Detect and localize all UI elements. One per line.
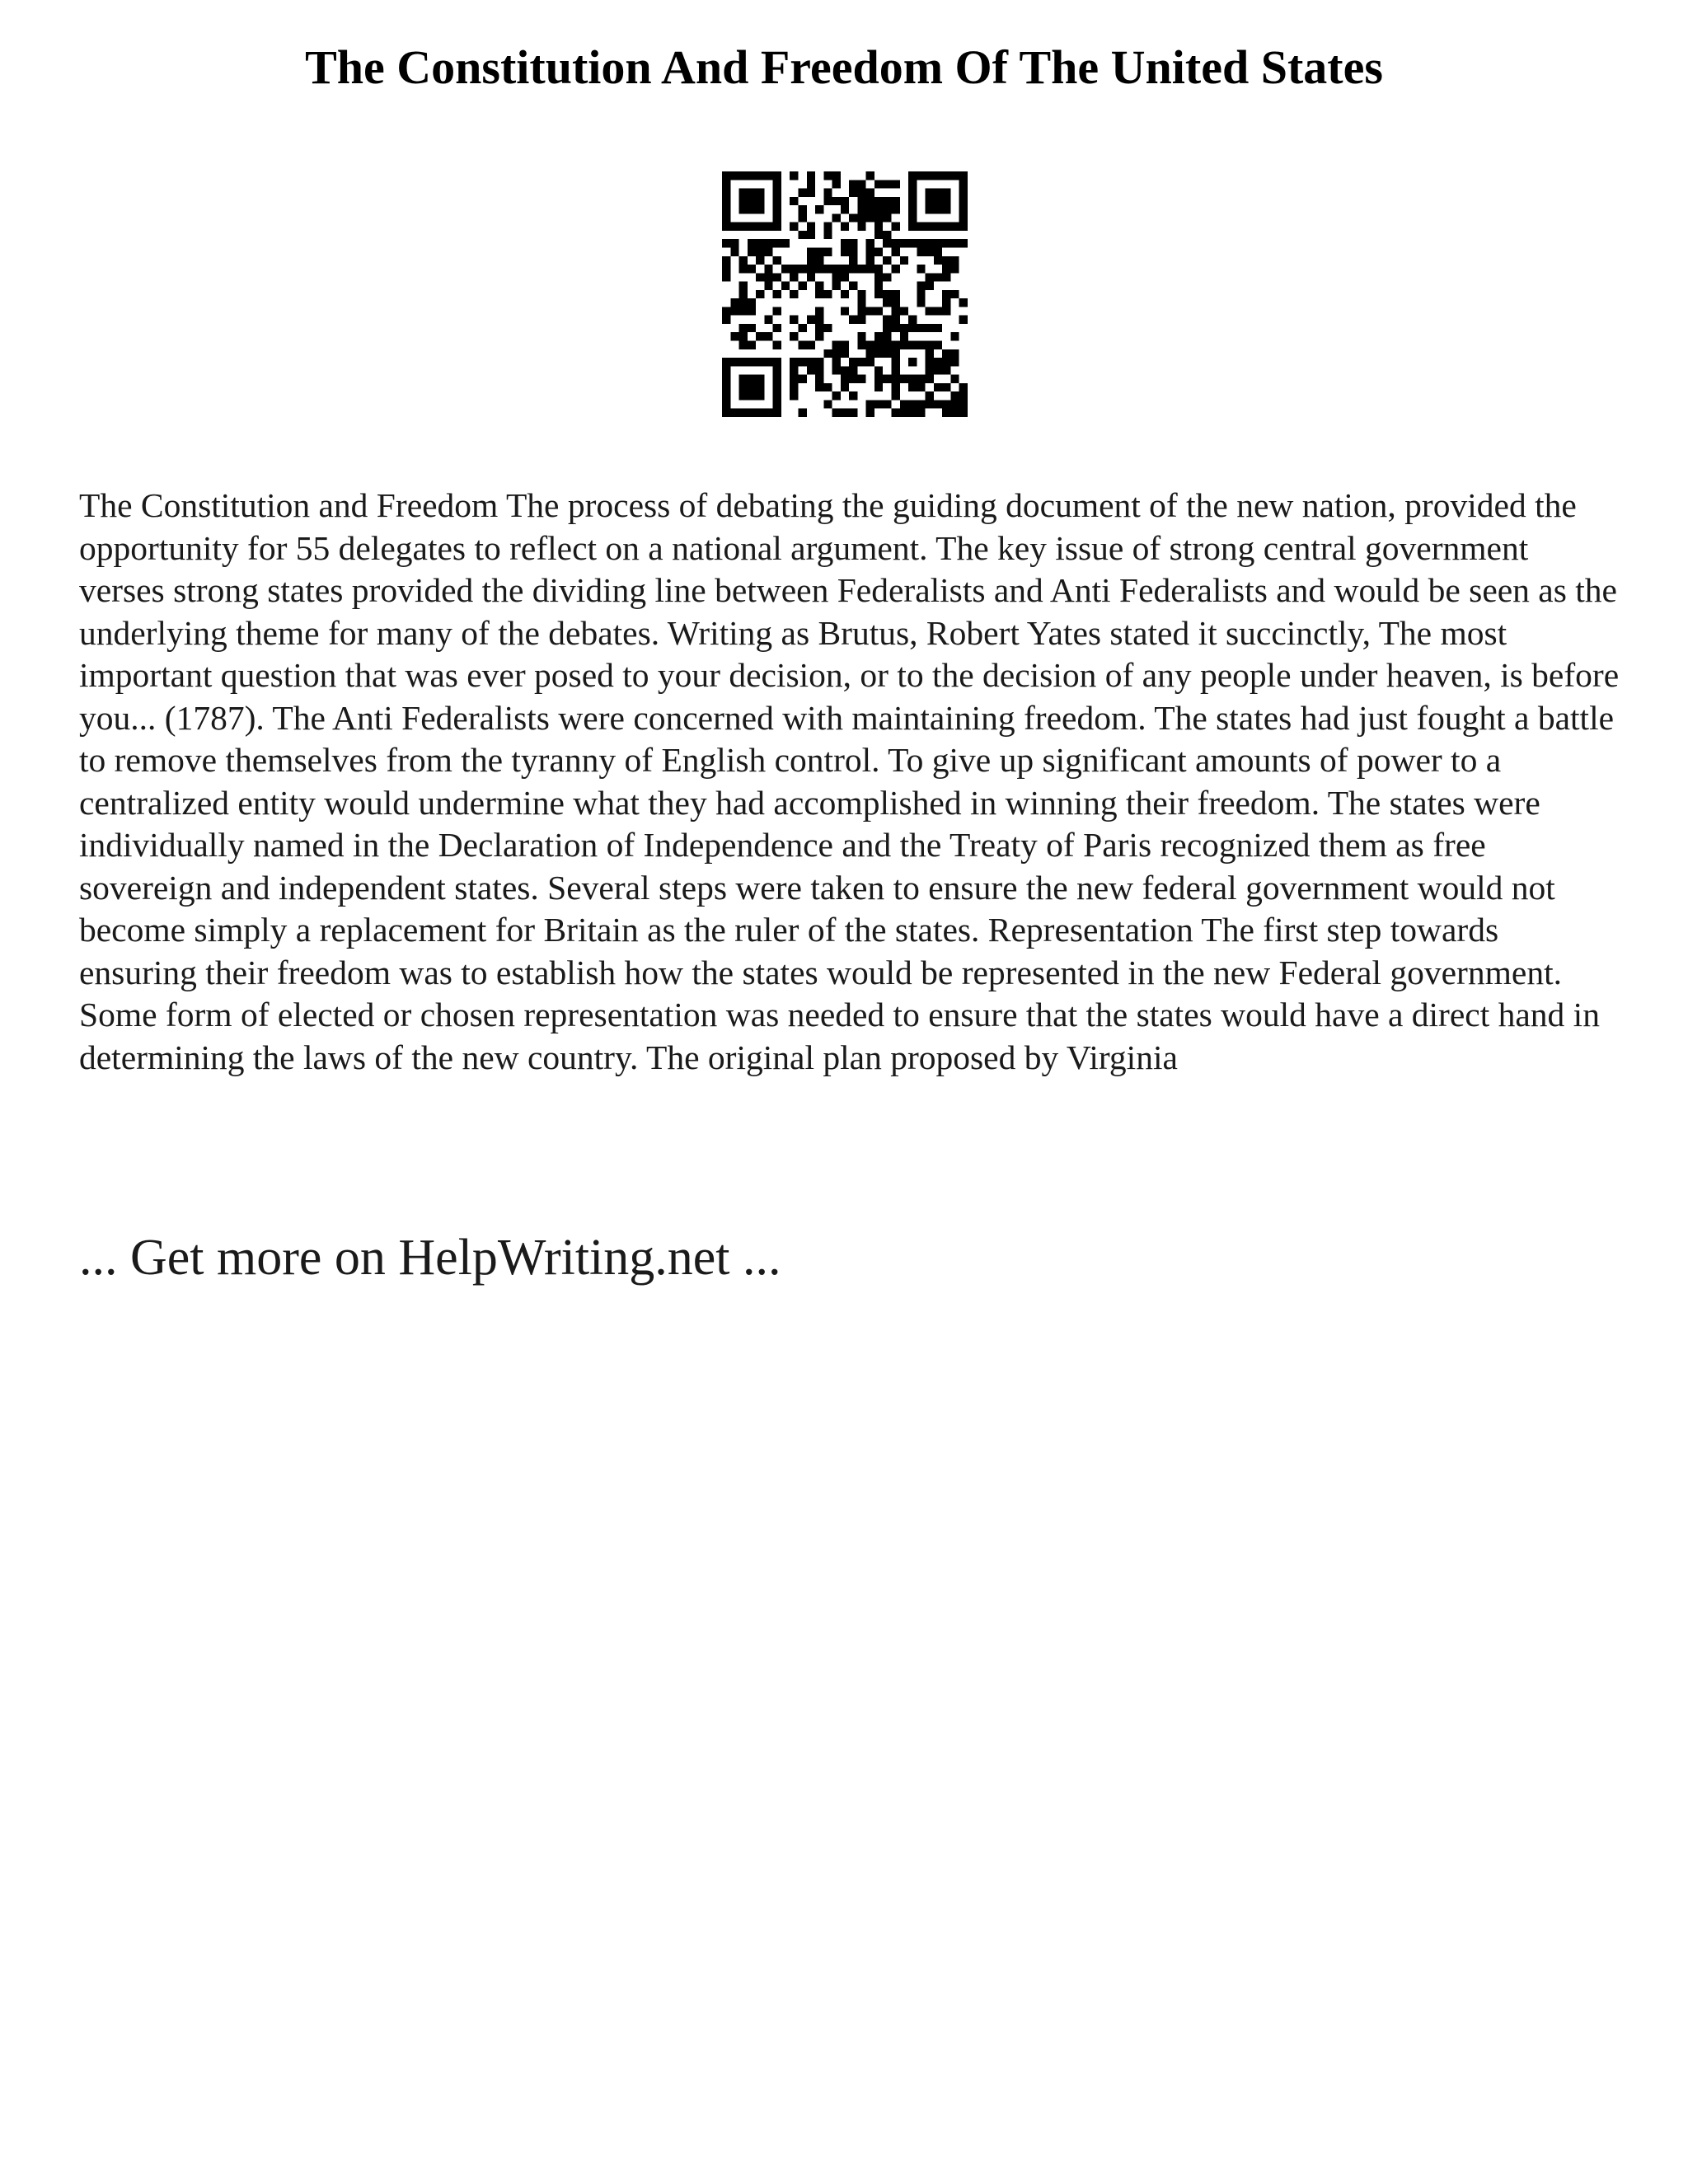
qr-code-icon[interactable] (722, 171, 968, 417)
article-body: The Constitution and Freedom The process of debating the guiding document of the new nation, provided the opportunity for 55 delegates to reflect on a national argument. The key issue of strong central government verses strong states provided the dividing line between Federalists and Anti Federalists and would be seen as the underlying theme for many of the debates. Writing as Brutus, Robert Yates stated it succinctly, The most important question that was ever posed to your decision, or to the decision of any people under heaven, is before you... (1787). The Anti Federalists were concerned with maintaining freedom. The states had just fought a battle to remove themselves from the tyranny of English control. To give up significant amounts of power to a centralized entity would undermine what they had accomplished in winning their freedom. The states were individually named in the Declaration of Independence and the Treaty of Paris recognized them as free sovereign and independent states. Several steps were taken to ensure the new federal government would not become simply a replacement for Britain as the ruler of the states. Representation The first step towards ensuring their freedom was to establish how the states would be represented in the new Federal government. Some form of elected or chosen representation was needed to ensure that the states would have a direct hand in determining the laws of the new country. The original plan proposed by Virginia (79, 486, 1620, 1076)
page-title: The Constitution And Freedom Of The United States (305, 40, 1383, 94)
get-more-link[interactable]: ... Get more on HelpWriting.net ... (79, 1230, 781, 1286)
